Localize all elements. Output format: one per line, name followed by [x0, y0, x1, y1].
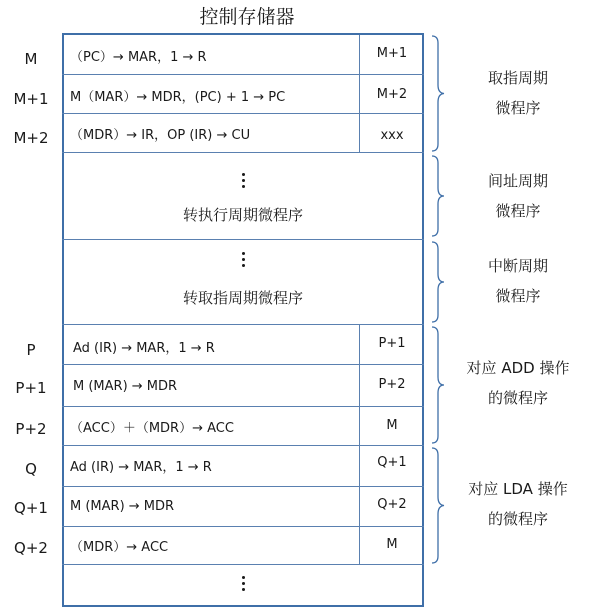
group-label-indirect: [448, 166, 588, 226]
group-label-line: 的微程序: [487, 389, 548, 407]
micro-instruction: （MDR）→ IR，OP (IR) → CU: [70, 128, 251, 143]
next-address: M: [386, 418, 398, 433]
row-divider: [62, 486, 424, 487]
group-label-lda: [448, 474, 588, 534]
row-divider: [62, 364, 424, 365]
right-brace-icon: [430, 447, 446, 564]
group-label-line: 对应 LDA 操作: [468, 480, 568, 498]
next-address-divider: [359, 324, 360, 564]
group-label-line: 微程序: [495, 202, 541, 220]
row-divider: [62, 239, 424, 240]
micro-instruction: （PC）→ MAR，1 → R: [70, 50, 207, 65]
vertical-ellipsis-icon: [62, 252, 424, 275]
group-label-line: 中断周期: [487, 257, 548, 275]
next-address: M: [386, 537, 398, 552]
right-brace-icon: [430, 35, 446, 152]
address-label: M: [24, 50, 38, 68]
group-label-line: 微程序: [495, 287, 541, 305]
diagram-title: 控制存储器: [199, 6, 295, 28]
row-divider: [62, 152, 424, 153]
next-address: xxx: [380, 128, 404, 143]
address-label: P: [26, 341, 36, 359]
group-label-line: 对应 ADD 操作: [466, 359, 570, 377]
vertical-ellipsis-icon: [62, 576, 424, 599]
group-label-line: 取指周期: [487, 69, 548, 87]
group-label-interrupt: [448, 251, 588, 311]
group-label-fetch: [448, 63, 588, 123]
next-address: Q+2: [377, 497, 407, 512]
micro-instruction: Ad (IR) → MAR，1 → R: [73, 341, 215, 356]
execute-jump-label: 转执行周期微程序: [182, 206, 303, 224]
micro-instruction: M (MAR) → MDR: [70, 499, 175, 514]
address-label: P+2: [15, 420, 47, 438]
row-divider: [62, 445, 424, 446]
control-memory-table: [62, 33, 424, 607]
row-divider: [62, 324, 424, 325]
right-brace-icon: [430, 241, 446, 323]
row-divider: [62, 564, 424, 565]
group-label-add: [448, 353, 588, 413]
row-divider: [62, 113, 424, 114]
address-label: Q+2: [14, 539, 48, 557]
micro-instruction: （MDR）→ ACC: [70, 540, 169, 555]
address-label: M+1: [13, 90, 49, 108]
address-label: M+2: [13, 129, 49, 147]
micro-instruction: M (MAR) → MDR: [73, 379, 178, 394]
fetch-jump-label: 转取指周期微程序: [182, 289, 303, 307]
address-label: Q+1: [14, 499, 48, 517]
group-label-line: 的微程序: [487, 510, 548, 528]
next-address: P+1: [378, 336, 406, 351]
group-label-line: 间址周期: [487, 172, 548, 190]
right-brace-icon: [430, 155, 446, 237]
vertical-ellipsis-icon: [62, 173, 424, 196]
group-label-line: 微程序: [495, 99, 541, 117]
right-brace-icon: [430, 326, 446, 444]
next-address: Q+1: [377, 455, 407, 470]
micro-instruction: Ad (IR) → MAR，1 → R: [70, 460, 212, 475]
row-divider: [62, 406, 424, 407]
address-label: Q: [25, 460, 37, 478]
next-address: P+2: [378, 377, 406, 392]
address-label: P+1: [15, 379, 47, 397]
micro-instruction: M（MAR）→ MDR，(PC) + 1 → PC: [70, 90, 286, 105]
micro-instruction: （ACC）＋（MDR）→ ACC: [70, 421, 234, 436]
next-address: M+2: [376, 87, 408, 102]
next-address: M+1: [376, 46, 408, 61]
row-divider: [62, 526, 424, 527]
row-divider: [62, 74, 424, 75]
